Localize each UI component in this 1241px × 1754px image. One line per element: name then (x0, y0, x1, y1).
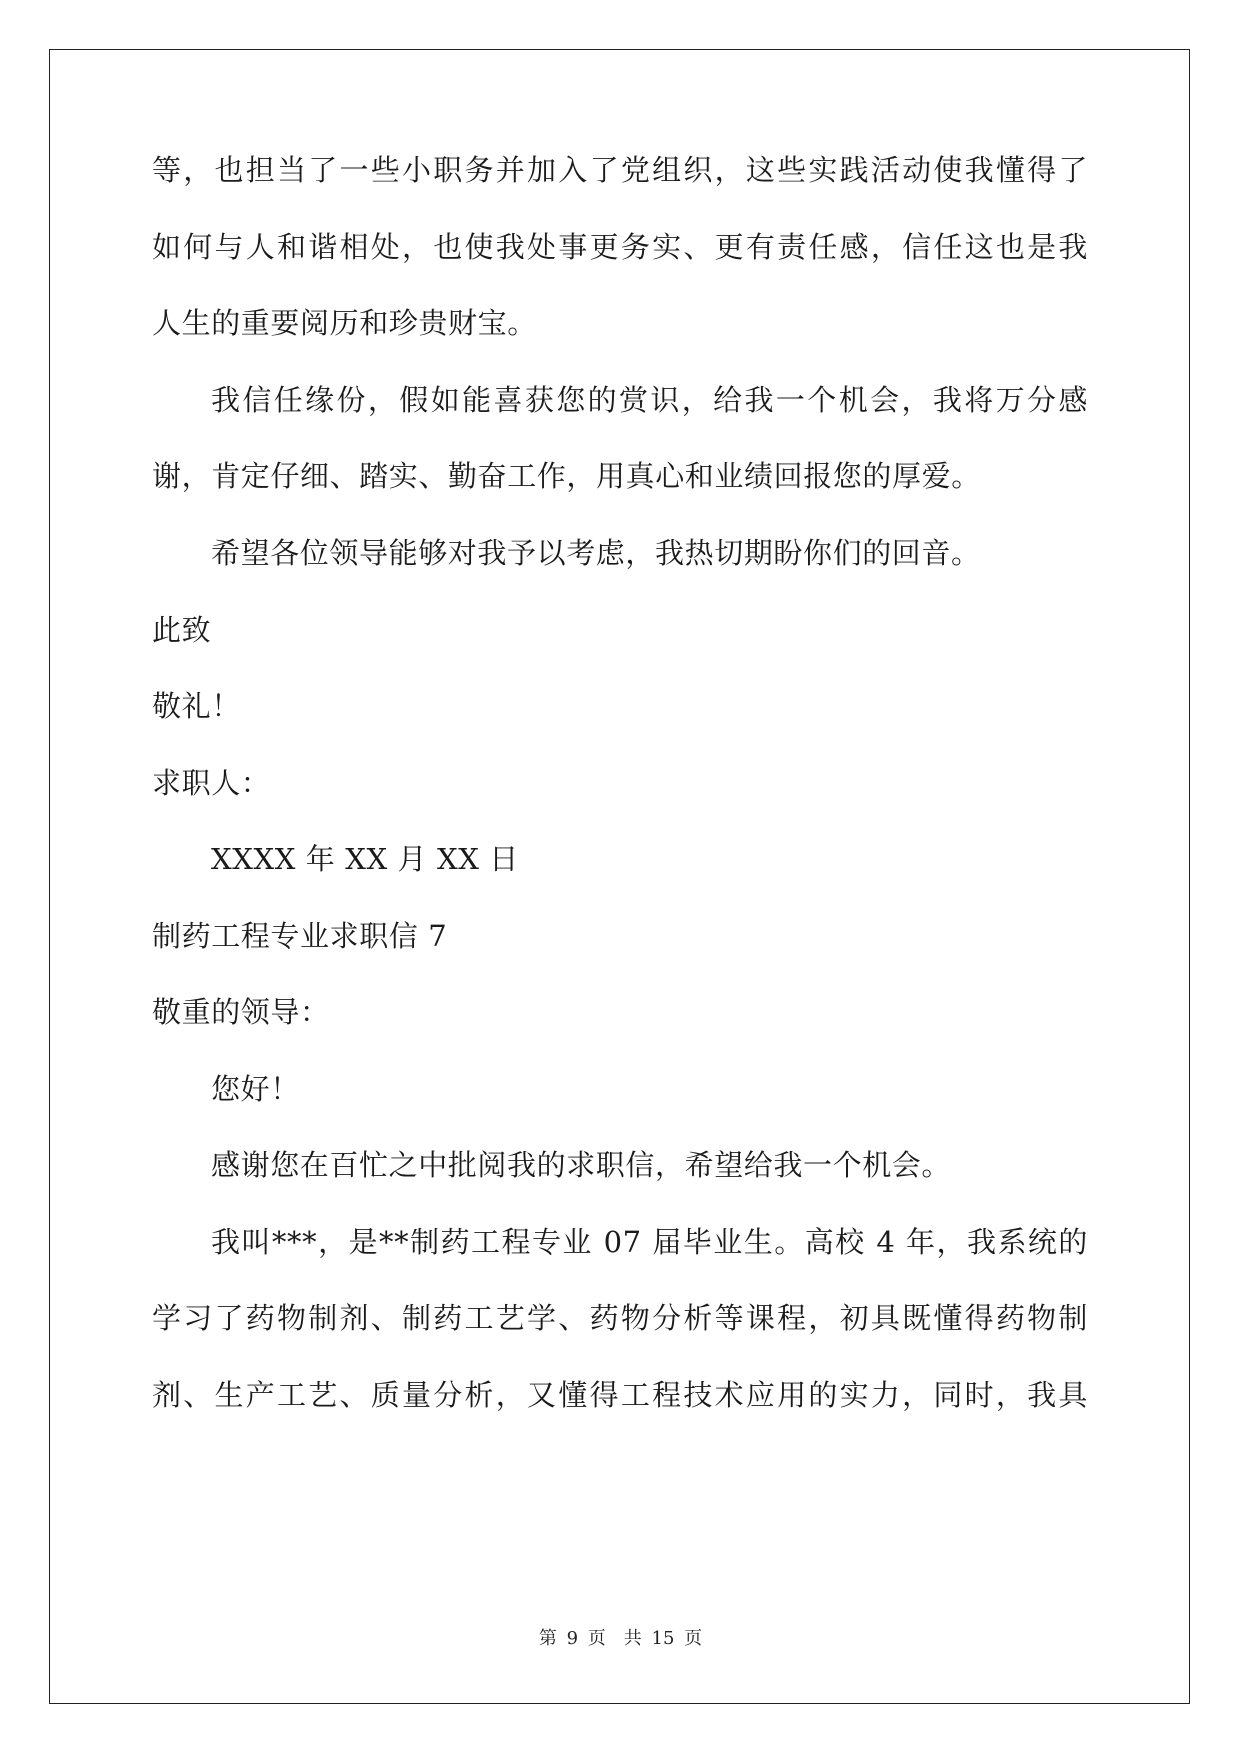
page-number-footer: 第 9 页 共 15 页 (538, 1628, 703, 1649)
applicant-label: 求职人： (152, 766, 271, 800)
paragraph-line: 我信任缘份，假如能喜获您的赏识，给我一个机会，我将万分感 (211, 383, 1088, 417)
signature-date: XXXX 年 XX 月 XX 日 (211, 842, 519, 876)
paragraph-line: 剂、生产工艺、质量分析，又懂得工程技术应用的实力，同时，我具 (152, 1378, 1088, 1412)
paragraph-line: 希望各位领导能够对我予以考虑，我热切期盼你们的回音。 (211, 536, 981, 570)
paragraph-line: 我叫***，是**制药工程专业 07 届毕业生。高校 4 年，我系统的 (211, 1225, 1088, 1259)
paragraph-line: 谢，肯定仔细、踏实、勤奋工作，用真心和业绩回报您的厚爱。 (152, 459, 981, 493)
greeting-hello: 您好！ (211, 1072, 300, 1106)
paragraph-line: 学习了药物制剂、制药工艺学、药物分析等课程，初具既懂得药物制 (152, 1301, 1088, 1335)
paragraph-line: 如何与人和谐相处，也使我处事更务实、更有责任感，信任这也是我 (152, 230, 1088, 264)
paragraph-line: 等，也担当了一些小职务并加入了党组织，这些实践活动使我懂得了 (152, 153, 1088, 187)
closing-respect: 敬礼！ (152, 689, 241, 723)
closing-salutation: 此致 (152, 613, 212, 647)
letter-title: 制药工程专业求职信 7 (152, 919, 448, 953)
paragraph-line: 人生的重要阅历和珍贵财宝。 (152, 306, 537, 340)
paragraph-line: 感谢您在百忙之中批阅我的求职信，希望给我一个机会。 (211, 1148, 952, 1182)
greeting-line: 敬重的领导： (152, 995, 330, 1029)
